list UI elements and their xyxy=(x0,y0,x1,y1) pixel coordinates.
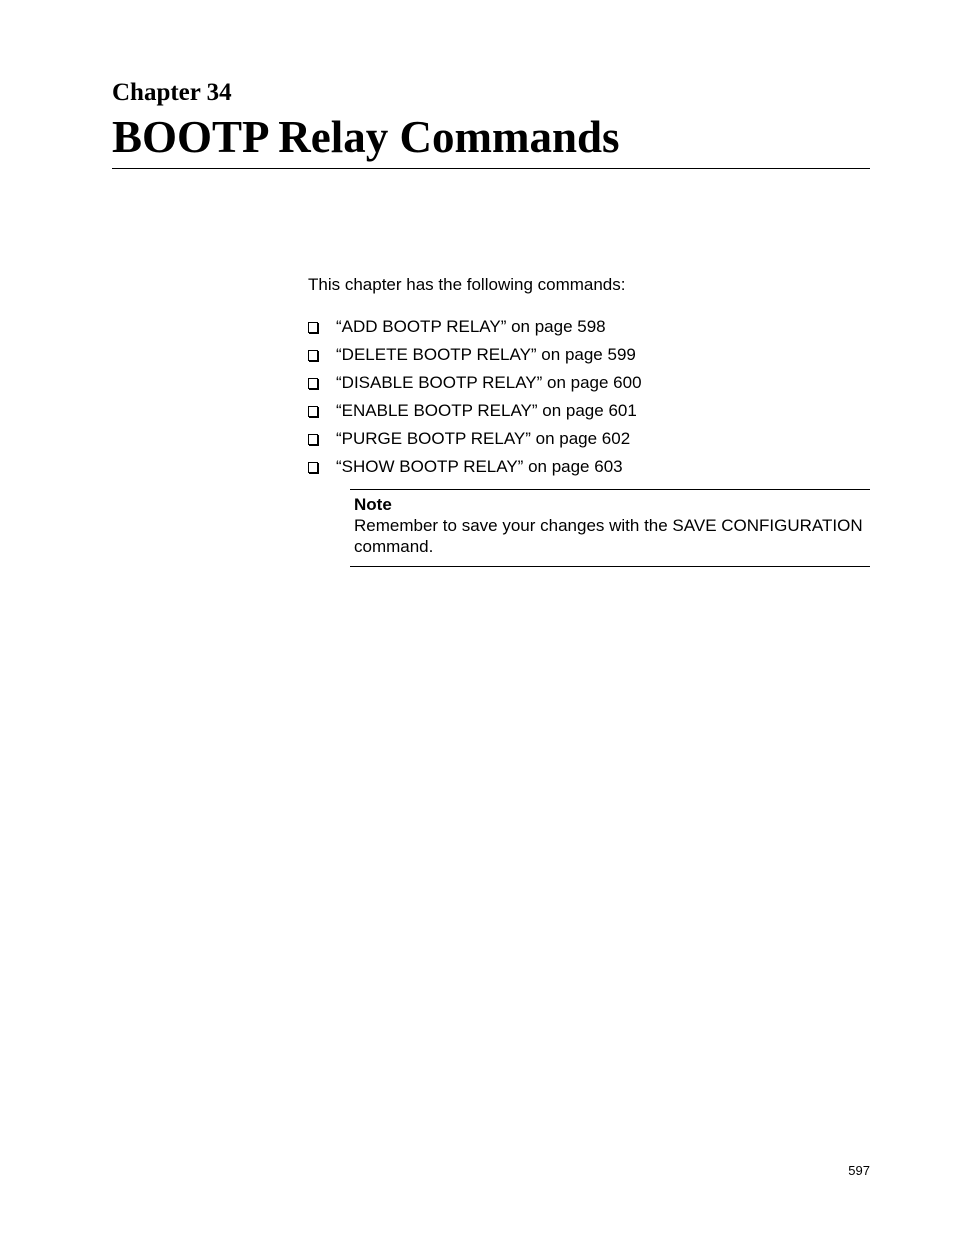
checkbox-bullet-icon xyxy=(308,434,318,445)
page-title: BOOTP Relay Commands xyxy=(112,112,620,162)
list-item xyxy=(308,341,642,369)
command-link[interactable]: “PURGE BOOTP RELAY” on page 602 xyxy=(336,429,631,448)
checkbox-bullet-icon xyxy=(308,462,318,473)
checkbox-bullet-icon xyxy=(308,378,318,389)
list-item xyxy=(308,397,642,425)
command-link[interactable]: “SHOW BOOTP RELAY” on page 603 xyxy=(336,457,623,476)
list-item xyxy=(308,313,642,341)
command-list xyxy=(308,313,642,481)
command-link[interactable]: “DISABLE BOOTP RELAY” on page 600 xyxy=(336,373,642,392)
list-item xyxy=(308,453,642,481)
checkbox-bullet-icon xyxy=(308,350,318,361)
page-number: 597 xyxy=(848,1163,870,1178)
note-text: Remember to save your changes with the SAVE CONFIGURATION command. xyxy=(354,516,863,556)
command-link[interactable]: “ENABLE BOOTP RELAY” on page 601 xyxy=(336,401,637,420)
checkbox-bullet-icon xyxy=(308,322,318,333)
note-heading: Note xyxy=(354,495,392,514)
checkbox-bullet-icon xyxy=(308,406,318,417)
list-item xyxy=(308,425,642,453)
command-link[interactable]: “DELETE BOOTP RELAY” on page 599 xyxy=(336,345,636,364)
command-link[interactable]: “ADD BOOTP RELAY” on page 598 xyxy=(336,317,606,336)
list-item xyxy=(308,369,642,397)
chapter-label: Chapter 34 xyxy=(112,79,232,106)
note-box xyxy=(350,489,870,567)
title-divider xyxy=(112,168,870,169)
intro-text: This chapter has the following commands: xyxy=(308,275,626,294)
